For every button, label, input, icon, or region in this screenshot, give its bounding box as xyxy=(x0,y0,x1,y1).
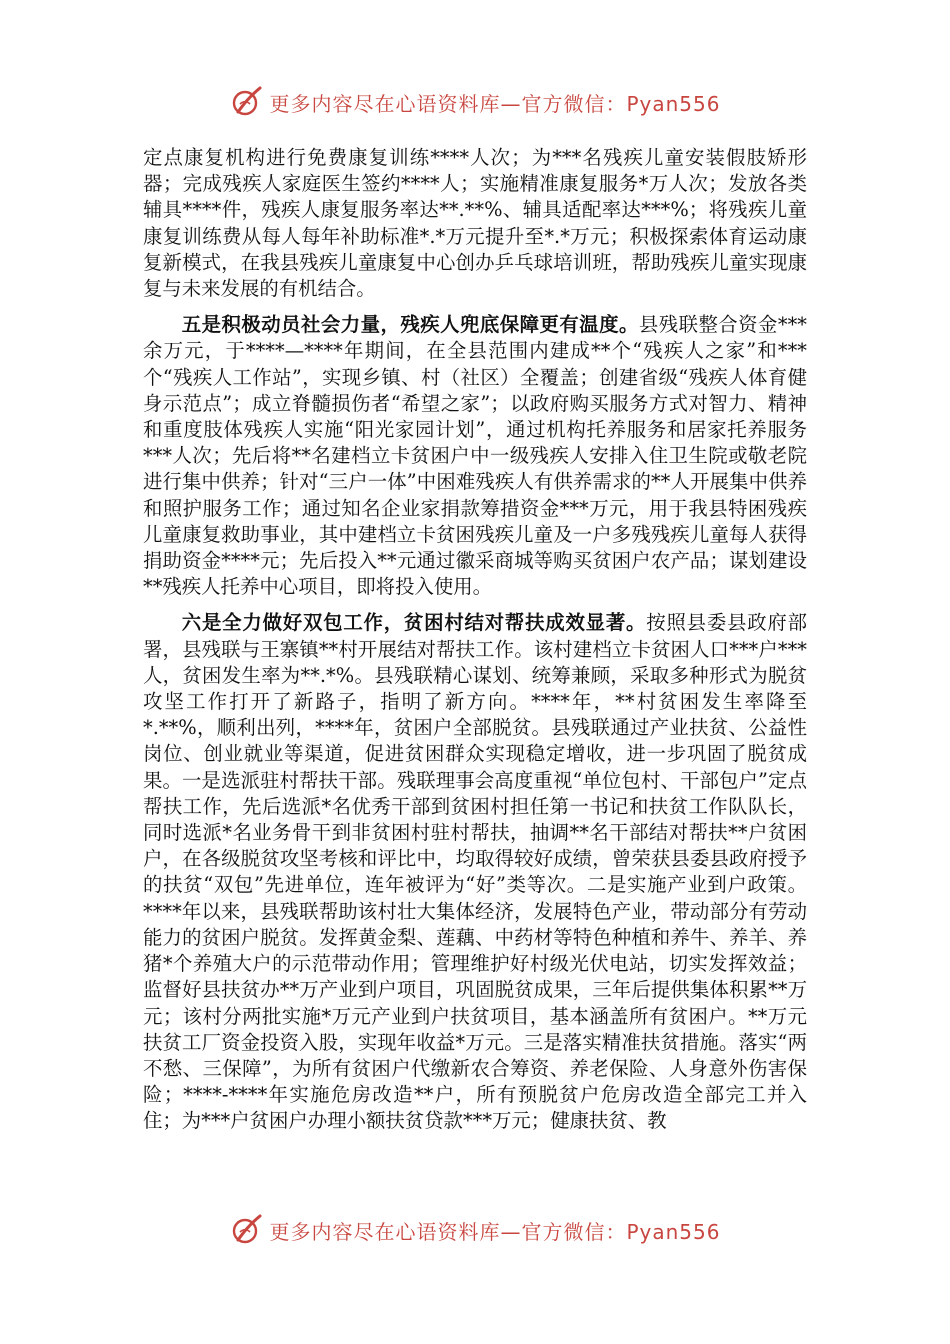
footer-watermark xyxy=(0,1210,950,1250)
brush-logo-icon xyxy=(229,1213,263,1247)
paragraph-1 xyxy=(143,145,807,302)
watermark-text: 更多内容尽在心语资料库—官方微信：Pyan556 xyxy=(269,91,721,116)
paragraph-2-body: 县残联整合资金***余万元，于****—****年期间，在全县范围内建成**个“残疾人之家”和***个“残疾人工作站”，实现乡镇、村（社区）全覆盖；创建省级“残疾人体育健身示范点”；成立脊髓损伤者“希望之家”；以政府购买服务方式对智力、精神和重度肢体残疾人实施“阳光家园计划”，通过机构托养服务和居家托养服务***人次；先后将**名建档立卡贫困户中一级残疾人安排入住卫生院或敬老院进行集中供养；针对“三户一体”中困难残疾人有供养需求的**人开展集中供养和照护服务工作；通过知名企业家捐款筹措资金***万元，用于我县特困残疾儿童康复救助事业，其中建档立卡贫困残疾儿童及一户多残残疾儿童每人获得捐助资金****元；先后投入**元通过徽采商城等购买贫困户农产品；谋划建设**残疾人托养中心项目，即将投入使用。 xyxy=(143,313,808,599)
paragraph-2 xyxy=(143,312,807,600)
brush-logo-icon xyxy=(229,85,263,119)
watermark-text: 更多内容尽在心语资料库—官方微信：Pyan556 xyxy=(269,1219,721,1244)
paragraph-3-body: 按照县委县政府部署，县残联与王寨镇**村开展结对帮扶工作。该村建档立卡贫困人口***户***人，贫困发生率为**.*%。县残联精心谋划、统筹兼顾，采取多种形式为脱贫攻坚工作打开了新路子，指明了新方向。****年，**村贫困发生率降至*.**%，顺利出列，****年，贫困户全部脱贫。县残联通过产业扶贫、公益性岗位、创业就业等渠道，促进贫困群众实现稳定增收，进一步巩固了脱贫成果。一是选派驻村帮扶干部。残联理事会高度重视“单位包村、干部包户”定点帮扶工作，先后选派*名优秀干部到贫困村担任第一书记和扶贫工作队队长，同时选派*名业务骨干到非贫困村驻村帮扶，抽调**名干部结对帮扶**户贫困户，在各级脱贫攻坚考核和评比中，均取得较好成绩，曾荣获县委县政府授予的扶贫“双包”先进单位，连年被评为“好”类等次。二是实施产业到户政策。****年以来，县残联帮助该村壮大集体经济，发展特色产业，带动部分有劳动能力的贫困户脱贫。发挥黄金梨、莲藕、中药材等特色种植和养牛、养羊、养猪*个养殖大户的示范带动作用；管理维护好村级光伏电站，切实发挥效益；监督好县扶贫办**万产业到户项目，巩固脱贫成果，三年后提供集体积累**万元；该村分两批实施*万元产业到户扶贫项目，基本涵盖所有贫困户。**万元扶贫工厂资金投资入股，实现年收益*万元。三是落实精准扶贫措施。落实“两不愁、三保障”，为所有贫困户代缴新农合筹资、养老保险、人身意外伤害保险；****-****年实施危房改造**户，所有预脱贫户危房改造全部完工并入住；为***户贫困户办理小额扶贫贷款***万元；健康扶贫、教 xyxy=(143,611,808,1133)
paragraph-2-lead: 五是积极动员社会力量，残疾人兜底保障更有温度。 xyxy=(181,313,639,337)
paragraph-3 xyxy=(143,610,807,1134)
document-body xyxy=(143,145,807,1145)
header-watermark xyxy=(0,82,950,122)
paragraph-3-lead: 六是全力做好双包工作，贫困村结对帮扶成效显著。 xyxy=(181,611,647,635)
paragraph-1-body: 定点康复机构进行免费康复训练****人次；为***名残疾儿童安装假肢矫形器；完成残疾人家庭医生签约****人；实施精准康复服务*万人次；发放各类辅具****件，残疾人康复服务率达**.**%、辅具适配率达***%；将残疾儿童康复训练费从每人每年补助标准*.*万元提升至*.*万元；积极探索体育运动康复新模式，在我县残疾儿童康复中心创办乒乓球培训班，帮助残疾儿童实现康复与未来发展的有机结合。 xyxy=(143,146,807,301)
